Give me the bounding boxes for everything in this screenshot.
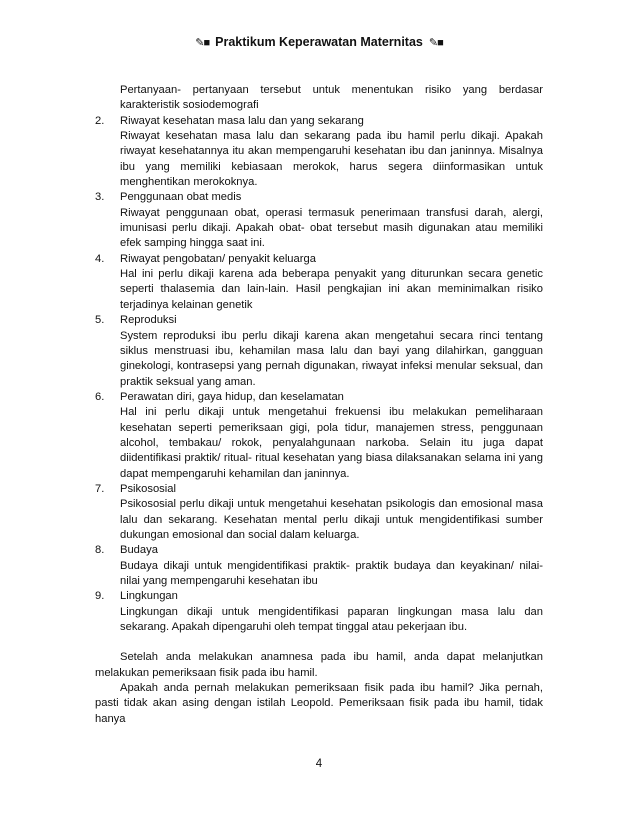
item-number: 5. — [95, 314, 105, 327]
item-description: Psikososial perlu dikaji untuk mengetahui kesehatan psikologis dan emosional masa lalu dan sekarang. Kesehatan mental perlu dikaji untuk mengidentifikasi sumber dukungan emosional dan social dalam keluarga. — [120, 498, 543, 541]
list-item — [95, 482, 543, 543]
item-description: System reproduksi ibu perlu dikaji karena akan mengetahui secara rinci tentang siklus menstruasi ibu, kehamilan masa lalu dan bayi yang dilahirkan, gangguan ginekologi, kontrasepsi yang pernah digunakan, riwayat infeksi menular seksual, dan praktik seksual yang aman. — [120, 329, 543, 388]
item-title: Riwayat kesehatan masa lalu dan yang sekarang — [120, 114, 364, 127]
item-description: Lingkungan dikaji untuk mengidentifikasi paparan lingkungan masa lalu dan sekarang. Apakah dipengaruhi oleh tempat tinggal atau pekerjaan ibu. — [120, 605, 543, 634]
item-title: Perawatan diri, gaya hidup, dan keselamatan — [120, 390, 344, 403]
item-number: 9. — [95, 590, 105, 603]
list-item — [95, 543, 543, 589]
item-description: Hal ini perlu dikaji karena ada beberapa penyakit yang diturunkan secara genetic seperti thalasemia dan lain-lain. Hasil pengkajian ini akan meminimalkan risiko terjadinya kelainan genetik — [120, 268, 543, 311]
intro-continuation: Pertanyaan- pertanyaan tersebut untuk menentukan risiko yang berdasar karakteristik sosiodemografi — [120, 84, 543, 112]
item-title: Penggunaan obat medis — [120, 191, 242, 204]
list-item — [95, 190, 543, 251]
pencil-square-icon: ✎■ — [195, 37, 210, 49]
item-title: Riwayat pengobatan/ penyakit keluarga — [120, 252, 316, 265]
item-description: Riwayat kesehatan masa lalu dan sekarang pada ibu hamil perlu dikaji. Apakah riwayat kesehatannya itu akan mempengaruhi kesehatan ibu dan janinnya. Misalnya ibu yang memiliki kebiasaan merokok, harus segera diinformasikan untuk menghentikan merokoknya. — [120, 130, 543, 189]
list-item — [95, 390, 543, 482]
item-number: 4. — [95, 252, 105, 265]
item-number: 8. — [95, 544, 105, 557]
item-number: 7. — [95, 482, 105, 495]
page-number: 4 — [315, 758, 323, 770]
running-header — [0, 34, 638, 51]
list-item — [95, 252, 543, 313]
body-content — [95, 83, 543, 727]
item-title: Psikososial — [120, 482, 176, 495]
list-item — [95, 313, 543, 390]
body-paragraph: Apakah anda pernah melakukan pemeriksaan fisik pada ibu hamil? Jika pernah, pasti tidak akan asing dengan istilah Leopold. Pemeriksaan fisik pada ibu hamil, tidak hanya — [95, 682, 543, 725]
item-number: 6. — [95, 390, 105, 403]
item-title: Reproduksi — [120, 314, 177, 327]
item-title: Budaya — [120, 544, 158, 557]
item-title: Lingkungan — [120, 590, 178, 603]
item-description: Hal ini perlu dikaji untuk mengetahui frekuensi ibu melakukan pemeliharaan kesehatan seperti pemeriksaan gigi, pola tidur, manajemen stress, penggunaan alcohol, tembakau/ rokok, penyalahgunaan narkoba. Selain itu juga dapat diidentifikasi praktik/ ritual- ritual kesehatan yang biasa dilaksanakan selama ini yang dapat mempengaruhi kehamilan dan janinnya. — [120, 406, 543, 480]
item-number: 2. — [95, 114, 105, 127]
item-description: Riwayat penggunaan obat, operasi termasuk penerimaan transfusi darah, alergi, imunisasi perlu dikaji. Apakah obat- obat tersebut masih digunakan atau memiliki efek samping hingga saat ini. — [120, 206, 543, 250]
body-paragraph: Setelah anda melakukan anamnesa pada ibu hamil, anda dapat melanjutkan melakukan pemeriksaan fisik pada ibu hamil. — [95, 651, 543, 679]
pencil-square-icon: ✎■ — [428, 37, 443, 49]
header-title: Praktikum Keperawatan Maternitas — [215, 35, 423, 49]
list-item — [95, 589, 543, 635]
item-description: Budaya dikaji untuk mengidentifikasi praktik- praktik budaya dan keyakinan/ nilai- nilai yang mempengaruhi kesehatan ibu — [120, 559, 543, 587]
item-number: 3. — [95, 191, 105, 204]
list-item — [95, 114, 543, 191]
